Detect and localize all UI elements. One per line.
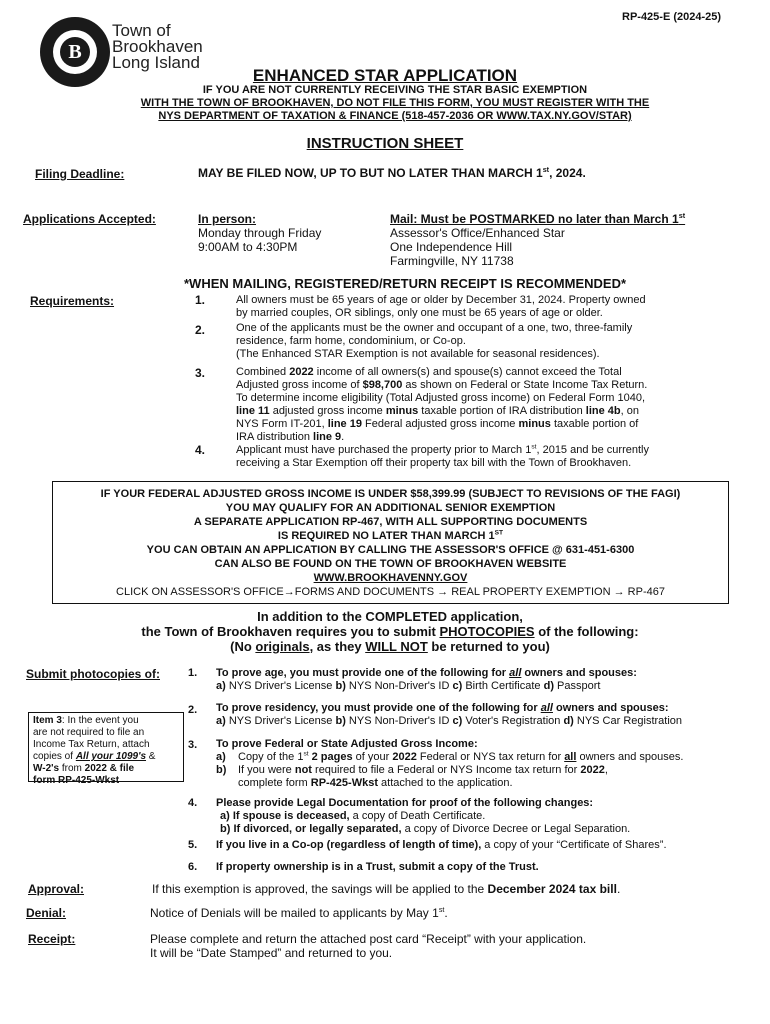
receipt-text <box>150 932 586 960</box>
mail-line1: Assessor's Office/Enhanced Star <box>390 226 565 240</box>
item2-head: To prove residency, you must provide one of the following for all owners and spouses: <box>216 702 669 714</box>
req-3-line6: IRA distribution line 9. <box>236 431 345 443</box>
in-person-head: In person: <box>198 212 257 226</box>
filing-deadline-label: Filing Deadline: <box>35 167 125 181</box>
req-4-line2: receiving a Star Exemption off their property tax bill with the Town of Brookhaven. <box>236 457 632 469</box>
item5-num: 5. <box>188 839 198 851</box>
req-3-line2: Adjusted gross income of $98,700 as shown on Federal or State Income Tax Return. <box>236 379 648 391</box>
req-1-num: 1. <box>195 293 206 307</box>
item3-num: 3. <box>188 739 198 751</box>
mailing-recommendation: *WHEN MAILING, REGISTERED/RETURN RECEIPT IS RECOMMENDED* <box>183 276 627 291</box>
senior-line8: CLICK ON ASSESSOR'S OFFICE→FORMS AND DOCUMENTS → REAL PROPERTY EXEMPTION → RP-467 <box>116 586 665 598</box>
approval-text: If this exemption is approved, the savings will be applied to the December 2024 tax bill. <box>152 882 621 896</box>
applications-label: Applications Accepted: <box>23 212 156 226</box>
note-line2: are not required to file an <box>33 727 145 738</box>
senior-line1: IF YOUR FEDERAL ADJUSTED GROSS INCOME IS UNDER $58,399.99 (SUBJECT TO REVISIONS OF THE FAGI) <box>100 488 681 500</box>
item2-num: 2. <box>188 704 198 716</box>
item4-option-b: b) If divorced, or legally separated, a copy of Divorce Decree or Legal Separation. <box>220 823 631 835</box>
notice-line2: WITH THE TOWN OF BROOKHAVEN, DO NOT FILE THIS FORM, YOU MUST REGISTER WITH THE <box>140 97 650 109</box>
item3-option-a: a) Copy of the 1st 2 pages of your 2022 Federal or NYS tax return for all owners and spouses. <box>216 750 684 763</box>
req-2-line2: residence, farm home, condominium, or Co-op. <box>236 335 466 347</box>
notice-line3: NYS DEPARTMENT OF TAXATION & FINANCE (518-457-2036 OR WWW.TAX.NY.GOV/STAR) <box>158 110 632 122</box>
req-4-num: 4. <box>195 443 206 457</box>
in-person-days: Monday through Friday <box>198 226 322 240</box>
item3-option-b-cont: complete form RP-425-Wkst attached to the application. <box>238 777 513 789</box>
senior-line4: IS REQUIRED NO LATER THAN MARCH 1ST <box>277 529 504 542</box>
req-3-line3: To determine income eligibility (Total Adjusted gross income) on Federal Form 1040, <box>236 392 646 404</box>
receipt-line1: Please complete and return the attached post card “Receipt” with your application. <box>150 932 587 946</box>
form-title: ENHANCED STAR APPLICATION <box>252 66 518 85</box>
mail-line2: One Independence Hill <box>390 240 513 254</box>
mail-line3: Farmingville, NY 11738 <box>390 254 514 268</box>
item1-head: To prove age, you must provide one of the following for all owners and spouses: <box>216 667 637 679</box>
submit-photocopies-label: Submit photocopies of: <box>26 667 160 681</box>
req-2-num: 2. <box>195 323 206 337</box>
denial-label: Denial: <box>26 906 67 920</box>
req-1-line2: by married couples, OR siblings, only one must be 65 years of age or older. <box>236 307 603 319</box>
req-1-line1: All owners must be 65 years of age or older by December 31, 2024. Property owned <box>236 294 646 306</box>
addition-line3: (No originals, as they WILL NOT be returned to you) <box>230 639 550 654</box>
note-line1: Item 3: In the event you <box>33 715 139 726</box>
mail-info <box>390 212 685 268</box>
senior-line2: YOU MAY QUALIFY FOR AN ADDITIONAL SENIOR EXEMPTION <box>225 502 556 514</box>
req-3-line5: NYS Form IT-201, line 19 Federal adjusted gross income minus taxable portion of <box>236 418 639 430</box>
req-3-line4: line 11 adjusted gross income minus taxable portion of IRA distribution line 4b, on <box>236 405 639 417</box>
registration-notice <box>20 84 770 123</box>
denial-text: Notice of Denials will be mailed to applicants by May 1st. <box>150 905 448 920</box>
receipt-line2: It will be “Date Stamped” and returned to you. <box>150 946 393 960</box>
seal-glyph: B <box>60 37 90 67</box>
item1-num: 1. <box>188 667 198 679</box>
senior-exemption-box <box>52 481 729 604</box>
senior-line5: YOU CAN OBTAIN AN APPLICATION BY CALLING THE ASSESSOR'S OFFICE @ 631-451-6300 <box>146 544 635 556</box>
brookhaven-website-link[interactable]: WWW.BROOKHAVENNY.GOV <box>313 572 468 584</box>
in-person-info <box>198 212 321 254</box>
req-2-line3: (The Enhanced STAR Exemption is not available for seasonal residences). <box>236 348 600 360</box>
logo-line3: Long Island <box>112 53 200 72</box>
item3-option-b: b) If you were not required to file a Federal or NYS Income tax return for 2022, <box>216 764 608 776</box>
filing-deadline-text: MAY BE FILED NOW, UP TO BUT NO LATER THAN MARCH 1st, 2024. <box>198 165 586 180</box>
item4-option-a: a) If spouse is deceased, a copy of Death Certificate. <box>220 810 486 822</box>
mail-head: Mail: Must be POSTMARKED no later than March 1st <box>390 211 686 226</box>
in-person-hours: 9:00AM to 4:30PM <box>198 240 298 254</box>
logo-line2: Brookhaven <box>112 37 203 56</box>
requirements-label: Requirements: <box>30 294 115 308</box>
item4-num: 4. <box>188 797 198 809</box>
town-logo-text <box>112 23 203 71</box>
senior-line6: CAN ALSO BE FOUND ON THE TOWN OF BROOKHAVEN WEBSITE <box>214 558 567 570</box>
req-3-line1: Combined 2022 income of all owners(s) and spouse(s) cannot exceed the Total <box>236 366 622 378</box>
form-id: RP-425-E (2024-25) <box>622 11 722 23</box>
note-line4: copies of All your 1099's & <box>33 751 156 762</box>
req-4-line1: Applicant must have purchased the property prior to March 1st, 2015 and be currently <box>236 443 649 456</box>
notice-line1: IF YOU ARE NOT CURRENTLY RECEIVING THE STAR BASIC EXEMPTION <box>202 84 588 96</box>
req-2-line1: One of the applicants must be the owner and occupant of a one, two, three-family <box>236 322 633 334</box>
item3-note-box <box>28 712 184 786</box>
instruction-heading: INSTRUCTION SHEET <box>306 135 464 152</box>
item2-options: a) NYS Driver's License b) NYS Non-Driver's ID c) Voter's Registration d) NYS Car Registration <box>216 715 683 727</box>
approval-label: Approval: <box>28 882 85 896</box>
note-line3: Income Tax Return, attach <box>33 739 150 750</box>
item3-head: To prove Federal or State Adjusted Gross Income: <box>216 738 478 750</box>
addition-line2: the Town of Brookhaven requires you to submit PHOTOCOPIES of the following: <box>141 624 639 639</box>
req-3-num: 3. <box>195 366 206 380</box>
item1-options: a) NYS Driver's License b) NYS Non-Driver's ID c) Birth Certificate d) Passport <box>216 680 601 692</box>
note-line6: form RP-425-Wkst <box>33 775 120 786</box>
senior-line3: A SEPARATE APPLICATION RP-467, WITH ALL SUPPORTING DOCUMENTS <box>193 516 588 528</box>
receipt-label: Receipt: <box>28 932 76 946</box>
item6-head: If property ownership is in a Trust, submit a copy of the Trust. <box>216 861 539 873</box>
addition-line1: In addition to the COMPLETED application, <box>257 609 523 624</box>
note-line5: W-2's from 2022 & file <box>33 763 135 774</box>
logo-line1: Town of <box>112 21 171 40</box>
item6-num: 6. <box>188 861 198 873</box>
item4-head: Please provide Legal Documentation for proof of the following changes: <box>216 797 594 809</box>
photocopy-requirement-heading <box>0 609 770 654</box>
